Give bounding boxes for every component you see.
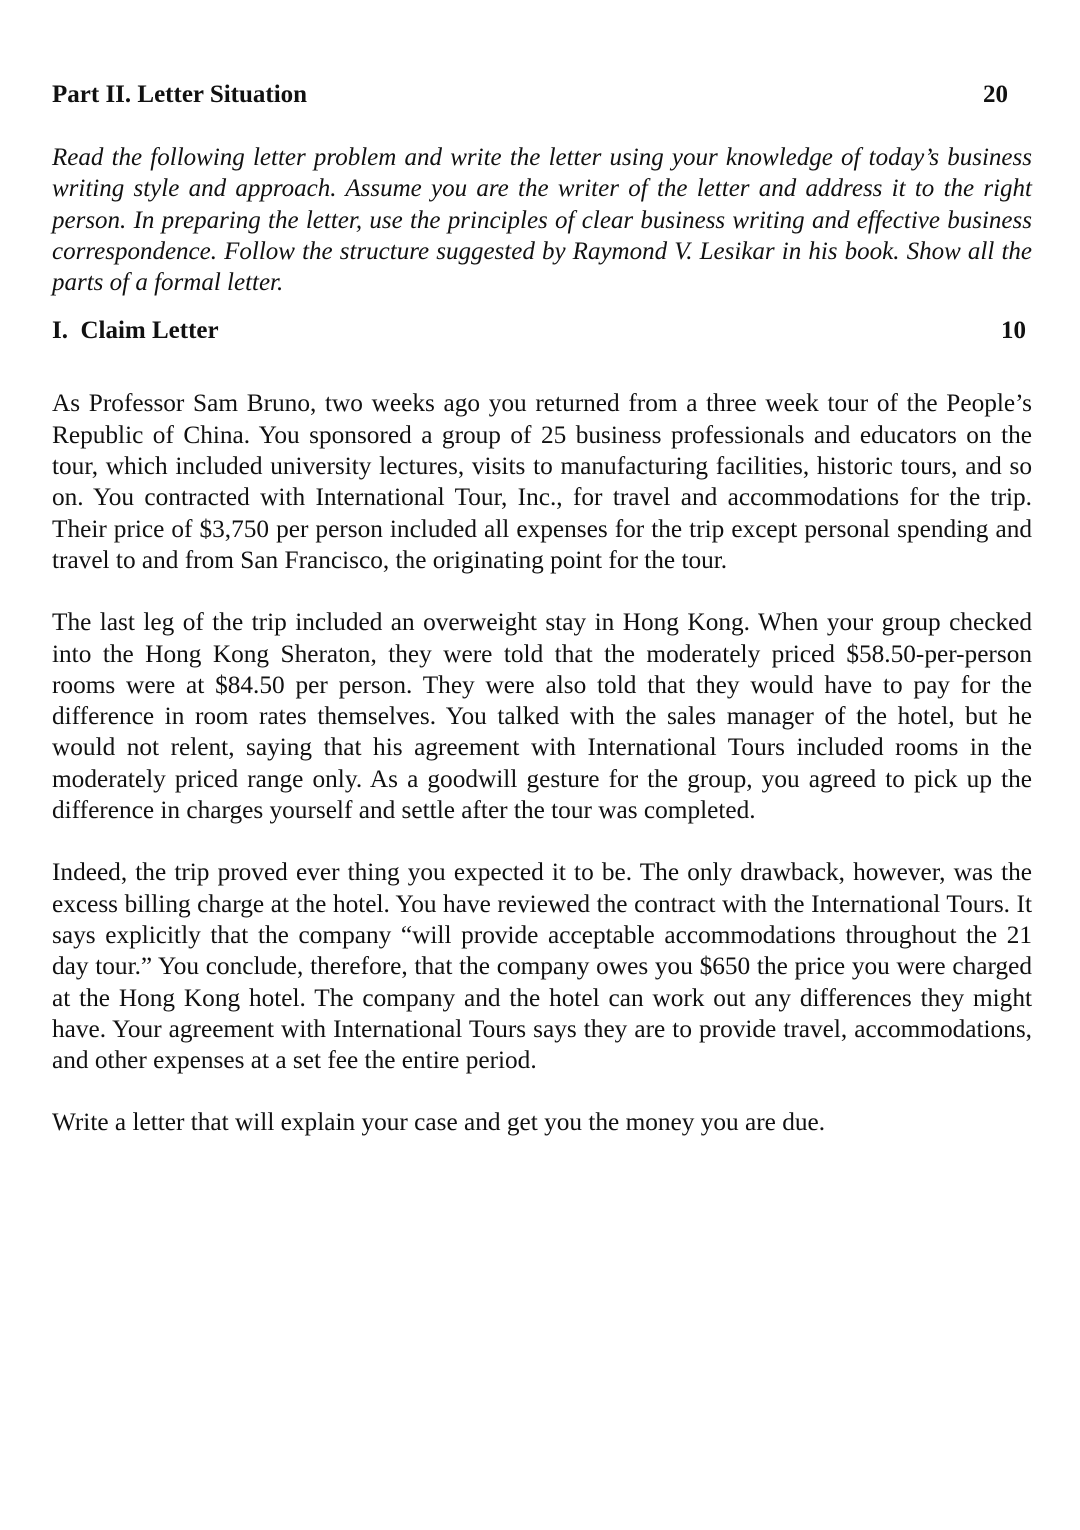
section-heading xyxy=(52,314,1032,348)
scenario-paragraph-3: Indeed, the trip proved ever thing you expected it to be. The only drawback, however, was the excess billing charge at the hotel. You have reviewed the contract with the International Tours. It says explicitly that the company “will provide acceptable accommodations throughout the 21 day tour.” You conclude, therefore, that the company owes you $650 the price you were charged at the Hong Kong hotel. The company and the hotel can work out any differences they might have. Your agreement with International Tours says they are to provide travel, accommodations, and other expenses at a set fee the entire period. xyxy=(52,858,1032,1075)
section-title: I. Claim Letter xyxy=(52,317,219,345)
part-title: Part II. Letter Situation xyxy=(52,81,308,108)
instructions-paragraph: Read the following letter problem and write the letter using your knowledge of today’s business writing style and approach. Assume you are the writer of the letter and address it to the right person. In preparing the letter, use the principles of clear business writing and effective business correspondence. Follow the structure suggested by Raymond V. Lesikar in his book. Show all the parts of a formal letter. xyxy=(52,144,1032,297)
task-instruction: Write a letter that will explain your case and get you the money you are due. xyxy=(52,1108,826,1137)
document-page xyxy=(52,78,1032,1139)
part-marks: 20 xyxy=(983,81,1008,108)
part-heading xyxy=(52,78,1032,112)
section-marks: 10 xyxy=(1001,317,1026,345)
scenario-paragraph-2: The last leg of the trip included an overweight stay in Hong Kong. When your group checked into the Hong Kong Sheraton, they were told that the moderately priced $58.50-per-person rooms were at $84.50 per person. They were also told that they would have to pay for the difference in room rates themselves. You talked with the sales manager of the hotel, but he would not relent, saying that his agreement with International Tours included rooms in the moderately priced range only. As a goodwill gesture for the group, you agreed to pick up the difference in charges yourself and settle after the tour was completed. xyxy=(52,608,1032,825)
scenario-paragraph-1: As Professor Sam Bruno, two weeks ago you returned from a three week tour of the People’s Republic of China. You sponsored a group of 25 business professionals and educators on the tour, which included university lectures, visits to manufacturing facilities, historic tours, and so on. You contracted with International Tour, Inc., for travel and accommodations for the trip. Their price of $3,750 per person included all expenses for the trip except personal spending and travel to and from San Francisco, the originating point for the tour. xyxy=(52,389,1032,574)
